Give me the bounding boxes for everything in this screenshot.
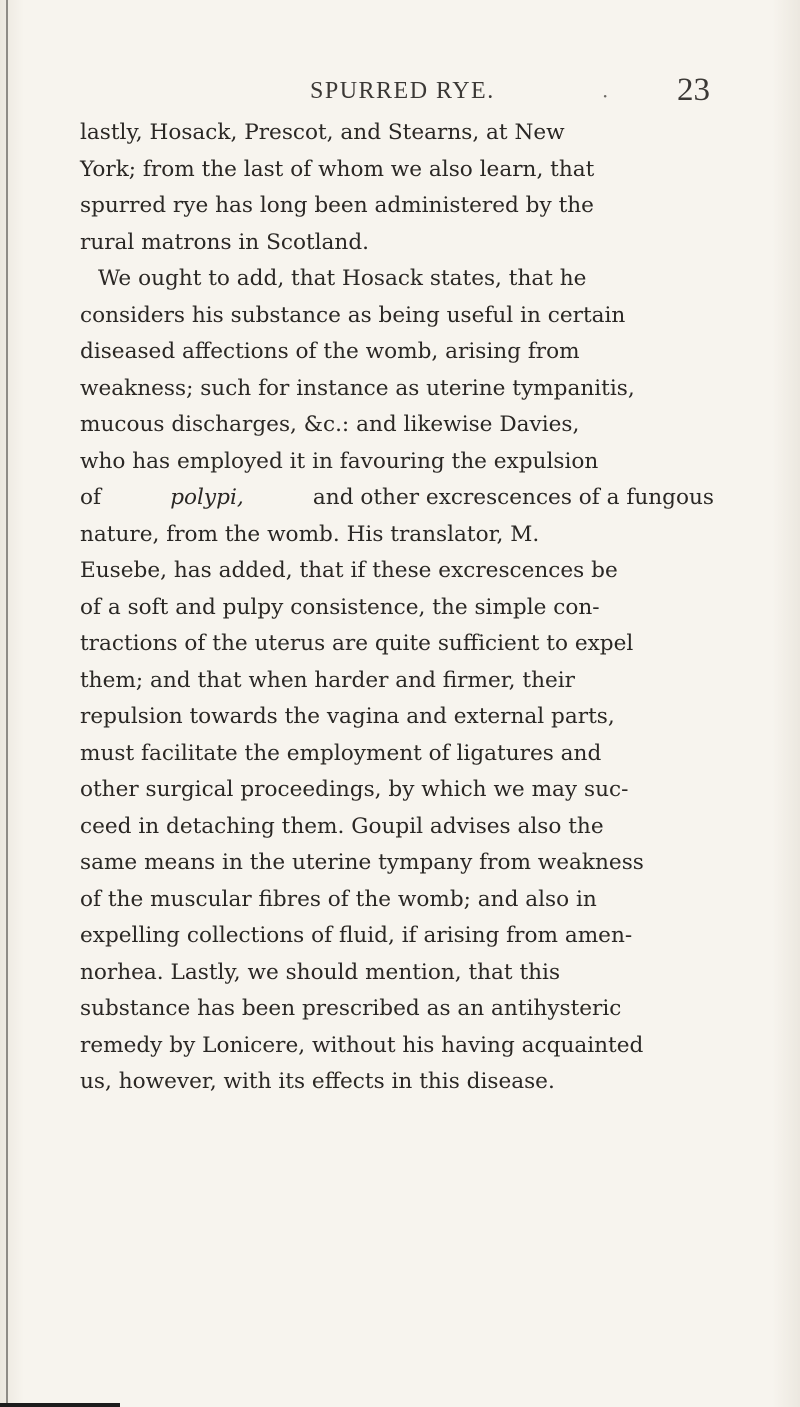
text-line-24: norhea. Lastly, we should mention, that this <box>80 959 561 985</box>
text-line-5: We ought to add, that Hosack states, that he <box>98 266 587 291</box>
text-line-26: remedy by Lonicere, without his having acquainted <box>80 1032 644 1058</box>
text-line-9: mucous discharges, &c.: and likewise Davies, <box>80 412 580 437</box>
body-text <box>80 115 714 1101</box>
text-line-20: ceed in detaching them. Goupil advises also the <box>80 813 604 839</box>
text-line-11-before: of <box>80 485 101 510</box>
text-line-2: York; from the last of whom we also learn, that <box>80 156 595 182</box>
page-left-edge <box>6 0 8 1407</box>
running-head: SPURRED RYE. <box>310 78 495 104</box>
text-line-14: of a soft and pulpy consistence, the simple con- <box>80 594 600 620</box>
page-header <box>310 72 710 110</box>
text-line-15: tractions of the uterus are quite sufficient to expel <box>80 631 634 656</box>
text-line-1: lastly, Hosack, Prescot, and Stearns, at New <box>80 120 565 145</box>
text-line-17: repulsion towards the vagina and external parts, <box>80 704 615 729</box>
text-line-11-after: and other excrescences of a fungous <box>312 485 714 510</box>
text-line-22: of the muscular fibres of the womb; and also in <box>80 886 597 912</box>
text-line-10: who has employed it in favouring the expulsion <box>80 448 599 474</box>
text-line-27: us, however, with its effects in this disease. <box>80 1069 555 1094</box>
text-line-11 <box>80 480 714 517</box>
text-line-25: substance has been prescribed as an antihysteric <box>80 996 622 1021</box>
page-bottom-edge <box>0 1403 120 1407</box>
text-line-4: rural matrons in Scotland. <box>80 229 370 255</box>
text-line-19: other surgical proceedings, by which we may suc- <box>80 777 629 802</box>
text-line-13: Eusebe, has added, that if these excrescences be <box>80 558 618 583</box>
text-line-18: must facilitate the employment of ligatures and <box>80 740 602 766</box>
text-line-21: same means in the uterine tympany from weakness <box>80 850 644 875</box>
header-dot: · <box>602 84 609 108</box>
page-number: 23 <box>677 72 710 108</box>
text-line-7: diseased affections of the womb, arising from <box>80 339 580 364</box>
text-line-16: them; and that when harder and firmer, their <box>80 667 576 693</box>
text-line-3: spurred rye has long been administered by the <box>80 193 594 218</box>
text-line-6: considers his substance as being useful in certain <box>80 302 626 328</box>
text-line-12: nature, from the womb. His translator, M. <box>80 521 540 547</box>
text-line-11-italic: polypi, <box>170 485 244 510</box>
text-line-23: expelling collections of fluid, if arising from amen- <box>80 923 633 948</box>
text-line-8: weakness; such for instance as uterine tympanitis, <box>80 375 635 401</box>
